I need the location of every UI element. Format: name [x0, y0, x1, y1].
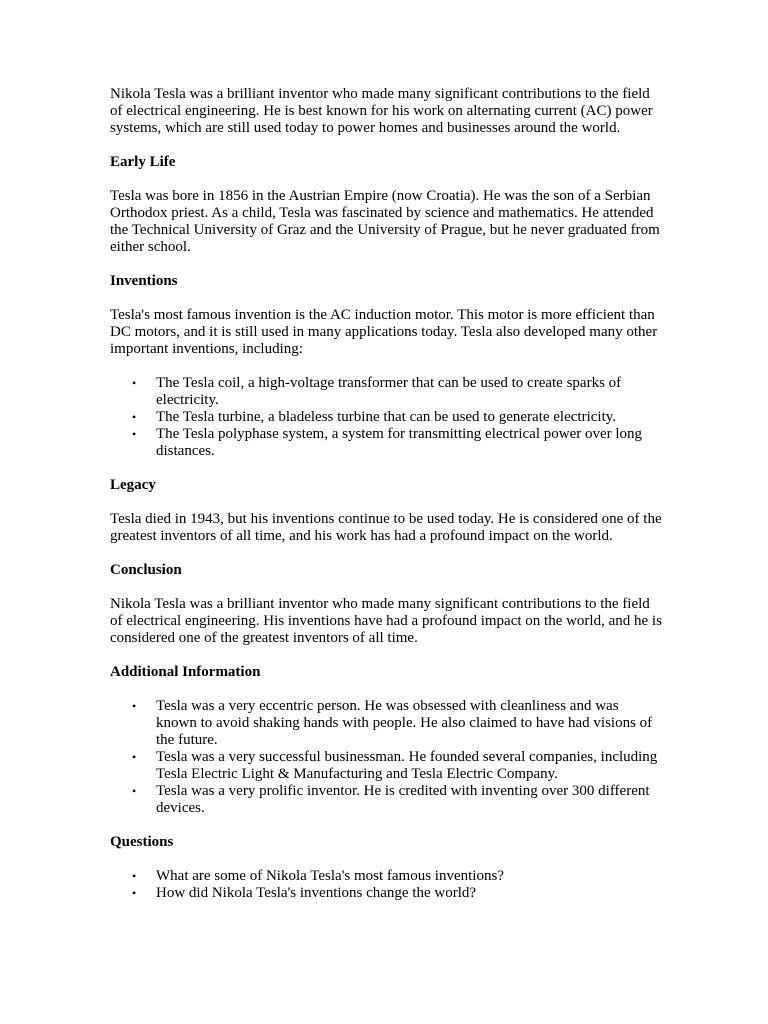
bullet-icon: • — [132, 784, 137, 798]
list-item — [110, 868, 662, 885]
early-life-paragraph: Tesla was bore in 1856 in the Austrian Empire (now Croatia). He was the son of a Serbian Orthodox priest. As a child, Tesla was fascinated by science and mathematics. He attended the Technical University of Graz and the University of Prague, but he never graduated from either school. — [110, 188, 660, 255]
inventions-paragraph: Tesla's most famous invention is the AC induction motor. This motor is more efficient than DC motors, and it is still used in many applications today. Tesla also developed many other important inventions, including: — [110, 307, 658, 357]
additional-info-heading: Additional Information — [110, 664, 261, 680]
legacy-heading: Legacy — [110, 477, 156, 493]
list-item — [110, 783, 662, 817]
inventions-list — [110, 375, 662, 460]
list-item — [110, 375, 662, 409]
bullet-icon: • — [132, 886, 137, 900]
bullet-icon: • — [132, 410, 137, 424]
list-item — [110, 426, 662, 460]
list-item-text: The Tesla coil, a high-voltage transformer that can be used to create sparks of electricity. — [156, 375, 622, 408]
conclusion-paragraph: Nikola Tesla was a brilliant inventor who made many significant contributions to the field of electrical engineering. His inventions have had a profound impact on the world, and he is considered one of the greatest inventors of all time. — [110, 596, 662, 646]
list-item — [110, 409, 662, 426]
list-item — [110, 698, 662, 749]
bullet-icon: • — [132, 750, 137, 764]
legacy-paragraph: Tesla died in 1943, but his inventions continue to be used today. He is considered one of the greatest inventors of all time, and his work has had a profound impact on the world. — [110, 511, 662, 544]
list-item-text: The Tesla polyphase system, a system for transmitting electrical power over long distances. — [156, 426, 643, 459]
list-item-text: The Tesla turbine, a bladeless turbine that can be used to generate electricity. — [156, 409, 617, 425]
early-life-heading: Early Life — [110, 154, 176, 170]
list-item-text: Tesla was a very prolific inventor. He is credited with inventing over 300 different devices. — [156, 783, 650, 816]
list-item-text: Tesla was a very eccentric person. He was obsessed with cleanliness and was known to avoid shaking hands with people. He also claimed to have had visions of the future. — [156, 698, 653, 748]
questions-heading: Questions — [110, 834, 174, 850]
questions-list — [110, 868, 662, 902]
bullet-icon: • — [132, 376, 137, 390]
bullet-icon: • — [132, 427, 137, 441]
intro-paragraph: Nikola Tesla was a brilliant inventor who made many significant contributions to the field of electrical engineering. He is best known for his work on alternating current (AC) power systems, which are still used today to power homes and businesses around the world. — [110, 86, 653, 136]
bullet-icon: • — [132, 699, 137, 713]
inventions-heading: Inventions — [110, 273, 178, 289]
list-item — [110, 885, 662, 902]
bullet-icon: • — [132, 869, 137, 883]
list-item — [110, 749, 662, 783]
list-item-text: Tesla was a very successful businessman. He founded several companies, including Tesla Electric Light & Manufacturing and Tesla Electric Company. — [156, 749, 658, 782]
conclusion-heading: Conclusion — [110, 562, 182, 578]
list-item-text: What are some of Nikola Tesla's most famous inventions? — [156, 868, 504, 884]
additional-info-list — [110, 698, 662, 817]
document-page — [110, 86, 662, 919]
list-item-text: How did Nikola Tesla's inventions change the world? — [156, 885, 477, 901]
